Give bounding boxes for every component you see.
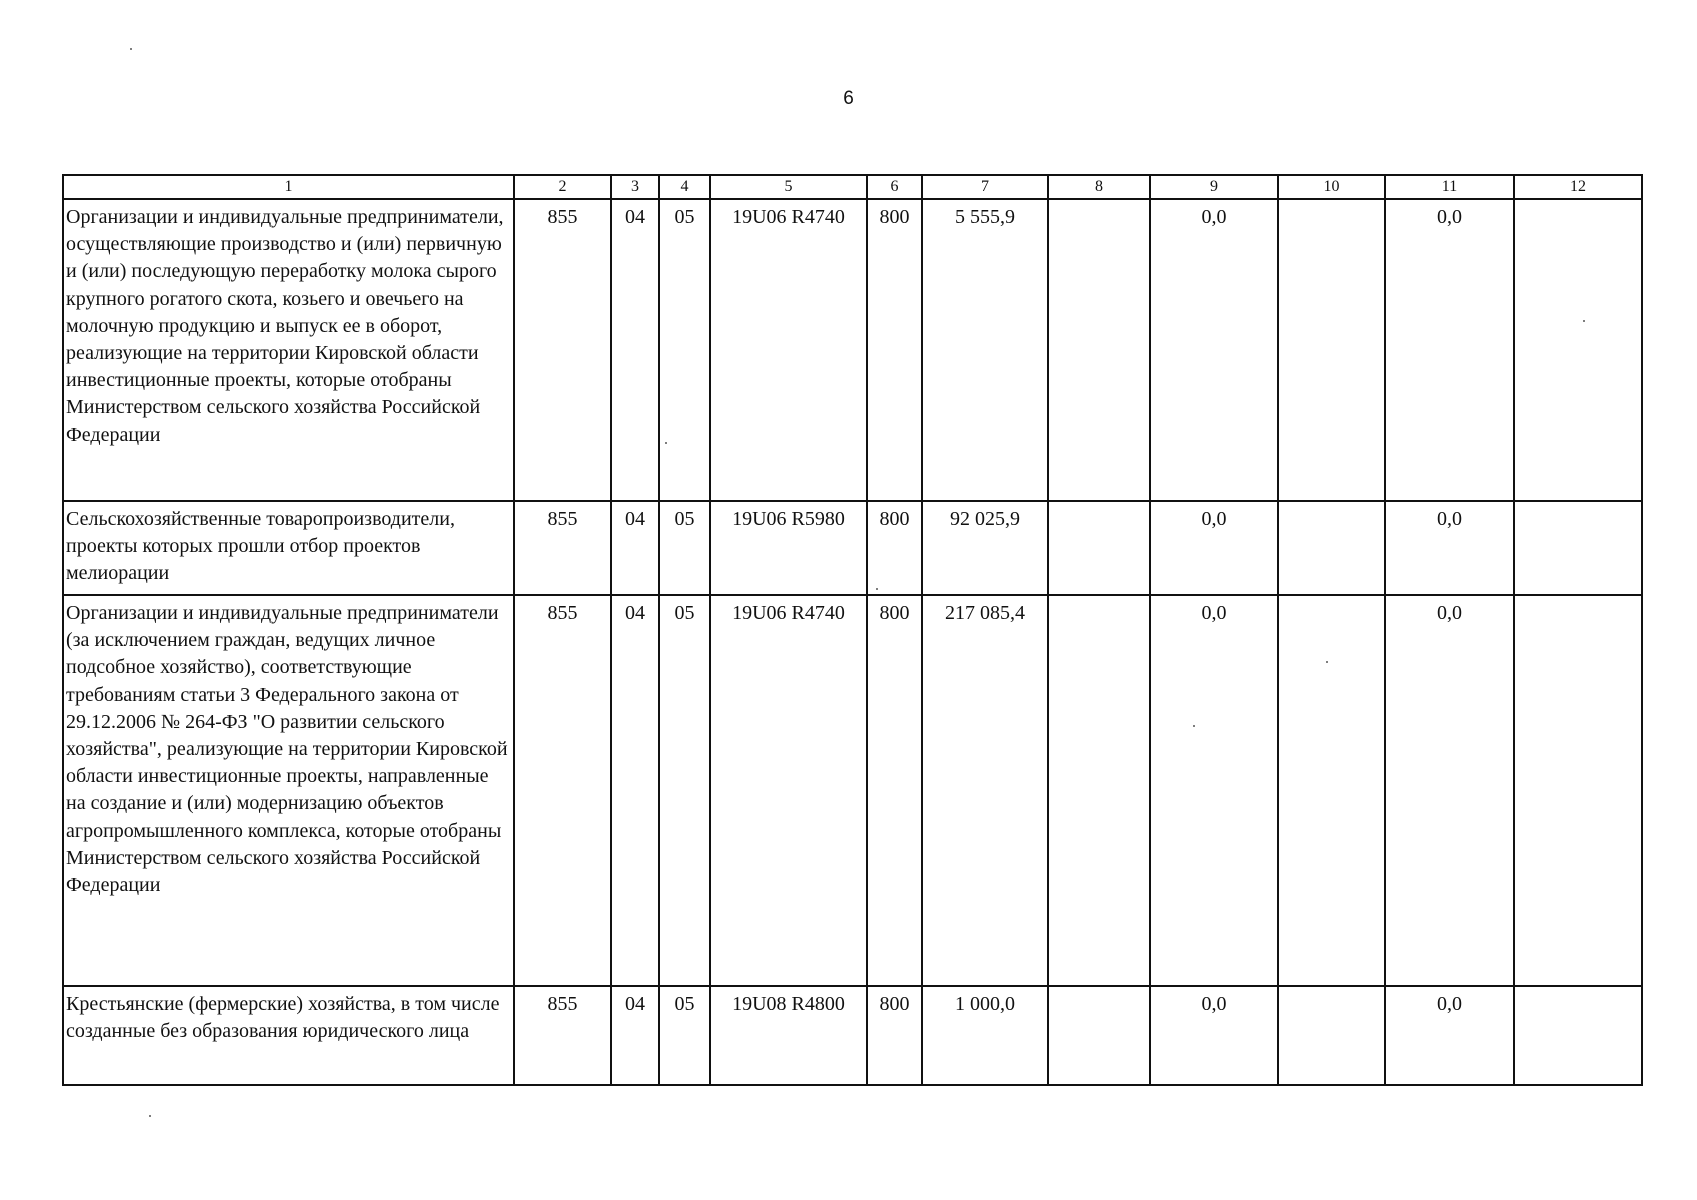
column-number: 6: [867, 175, 922, 199]
amount-cell: 0,0: [1385, 986, 1514, 1085]
empty-cell: [1514, 199, 1642, 501]
column-number: 9: [1150, 175, 1278, 199]
amount-cell: 0,0: [1385, 501, 1514, 595]
subsection-code: 05: [659, 501, 710, 595]
amount-cell: 0,0: [1385, 199, 1514, 501]
amount-cell: 0,0: [1150, 199, 1278, 501]
amount-cell: 217 085,4: [922, 595, 1048, 986]
empty-cell: [1514, 595, 1642, 986]
table-row: [63, 595, 1642, 986]
recipient-description: Сельскохозяйственные товаропроизводители, проекты которых прошли отбор проектов мелиорации: [63, 501, 514, 595]
column-number-row: [63, 175, 1642, 199]
column-number: 1: [63, 175, 514, 199]
expense-type-code: 800: [867, 595, 922, 986]
section-code: 04: [611, 595, 659, 986]
table-row: [63, 501, 1642, 595]
column-number: 8: [1048, 175, 1150, 199]
expense-type-code: 800: [867, 199, 922, 501]
table-row: [63, 986, 1642, 1085]
amount-cell: 0,0: [1150, 595, 1278, 986]
empty-cell: [1048, 501, 1150, 595]
recipient-description: Крестьянские (фермерские) хозяйства, в том числе созданные без образования юридического лица: [63, 986, 514, 1085]
amount-cell: 0,0: [1150, 986, 1278, 1085]
ministry-code: 855: [514, 986, 611, 1085]
amount-cell: 5 555,9: [922, 199, 1048, 501]
amount-cell: 92 025,9: [922, 501, 1048, 595]
ministry-code: 855: [514, 501, 611, 595]
budget-table: [62, 174, 1643, 1086]
column-number: 10: [1278, 175, 1385, 199]
section-code: 04: [611, 199, 659, 501]
empty-cell: [1048, 986, 1150, 1085]
column-number: 7: [922, 175, 1048, 199]
scan-speck: [1583, 320, 1585, 322]
expense-type-code: 800: [867, 986, 922, 1085]
subsection-code: 05: [659, 595, 710, 986]
empty-cell: [1048, 595, 1150, 986]
column-number: 4: [659, 175, 710, 199]
section-code: 04: [611, 986, 659, 1085]
column-number: 12: [1514, 175, 1642, 199]
target-article-code: 19U06 R5980: [710, 501, 867, 595]
ministry-code: 855: [514, 595, 611, 986]
subsection-code: 05: [659, 199, 710, 501]
target-article-code: 19U08 R4800: [710, 986, 867, 1085]
column-number: 5: [710, 175, 867, 199]
empty-cell: [1278, 595, 1385, 986]
target-article-code: 19U06 R4740: [710, 595, 867, 986]
amount-cell: 0,0: [1150, 501, 1278, 595]
expense-type-code: 800: [867, 501, 922, 595]
scan-speck: [876, 588, 878, 590]
empty-cell: [1278, 501, 1385, 595]
target-article-code: 19U06 R4740: [710, 199, 867, 501]
table-row: [63, 199, 1642, 501]
subsection-code: 05: [659, 986, 710, 1085]
empty-cell: [1278, 199, 1385, 501]
recipient-description: Организации и индивидуальные предприниматели (за исключением граждан, ведущих личное подсобное хозяйство), соответствующие требованиям статьи 3 Федерального закона от 29.12.2006 № 264-ФЗ "О развитии сельского хозяйства", реализующие на территории Кировской области инвестиционные проекты, направленные на создание и (или) модернизацию объектов агропромышленного комплекса, которые отобраны Министерством сельского хозяйства Российской Федерации: [63, 595, 514, 986]
amount-cell: 1 000,0: [922, 986, 1048, 1085]
scan-speck: [665, 442, 667, 444]
amount-cell: 0,0: [1385, 595, 1514, 986]
scan-speck: [1326, 661, 1328, 663]
scan-speck: [149, 1115, 151, 1117]
empty-cell: [1278, 986, 1385, 1085]
scan-speck: [130, 48, 132, 50]
scan-speck: [1193, 725, 1195, 727]
page-number: 6: [843, 88, 854, 109]
ministry-code: 855: [514, 199, 611, 501]
section-code: 04: [611, 501, 659, 595]
column-number: 2: [514, 175, 611, 199]
empty-cell: [1514, 501, 1642, 595]
column-number: 11: [1385, 175, 1514, 199]
recipient-description: Организации и индивидуальные предприниматели, осуществляющие производство и (или) первичную и (или) последующую переработку молока сырого крупного рогатого скота, козьего и овечьего на молочную продукцию и выпуск ее в оборот, реализующие на территории Кировской области инвестиционные проекты, которые отобраны Министерством сельского хозяйства Российской Федерации: [63, 199, 514, 501]
empty-cell: [1514, 986, 1642, 1085]
empty-cell: [1048, 199, 1150, 501]
column-number: 3: [611, 175, 659, 199]
